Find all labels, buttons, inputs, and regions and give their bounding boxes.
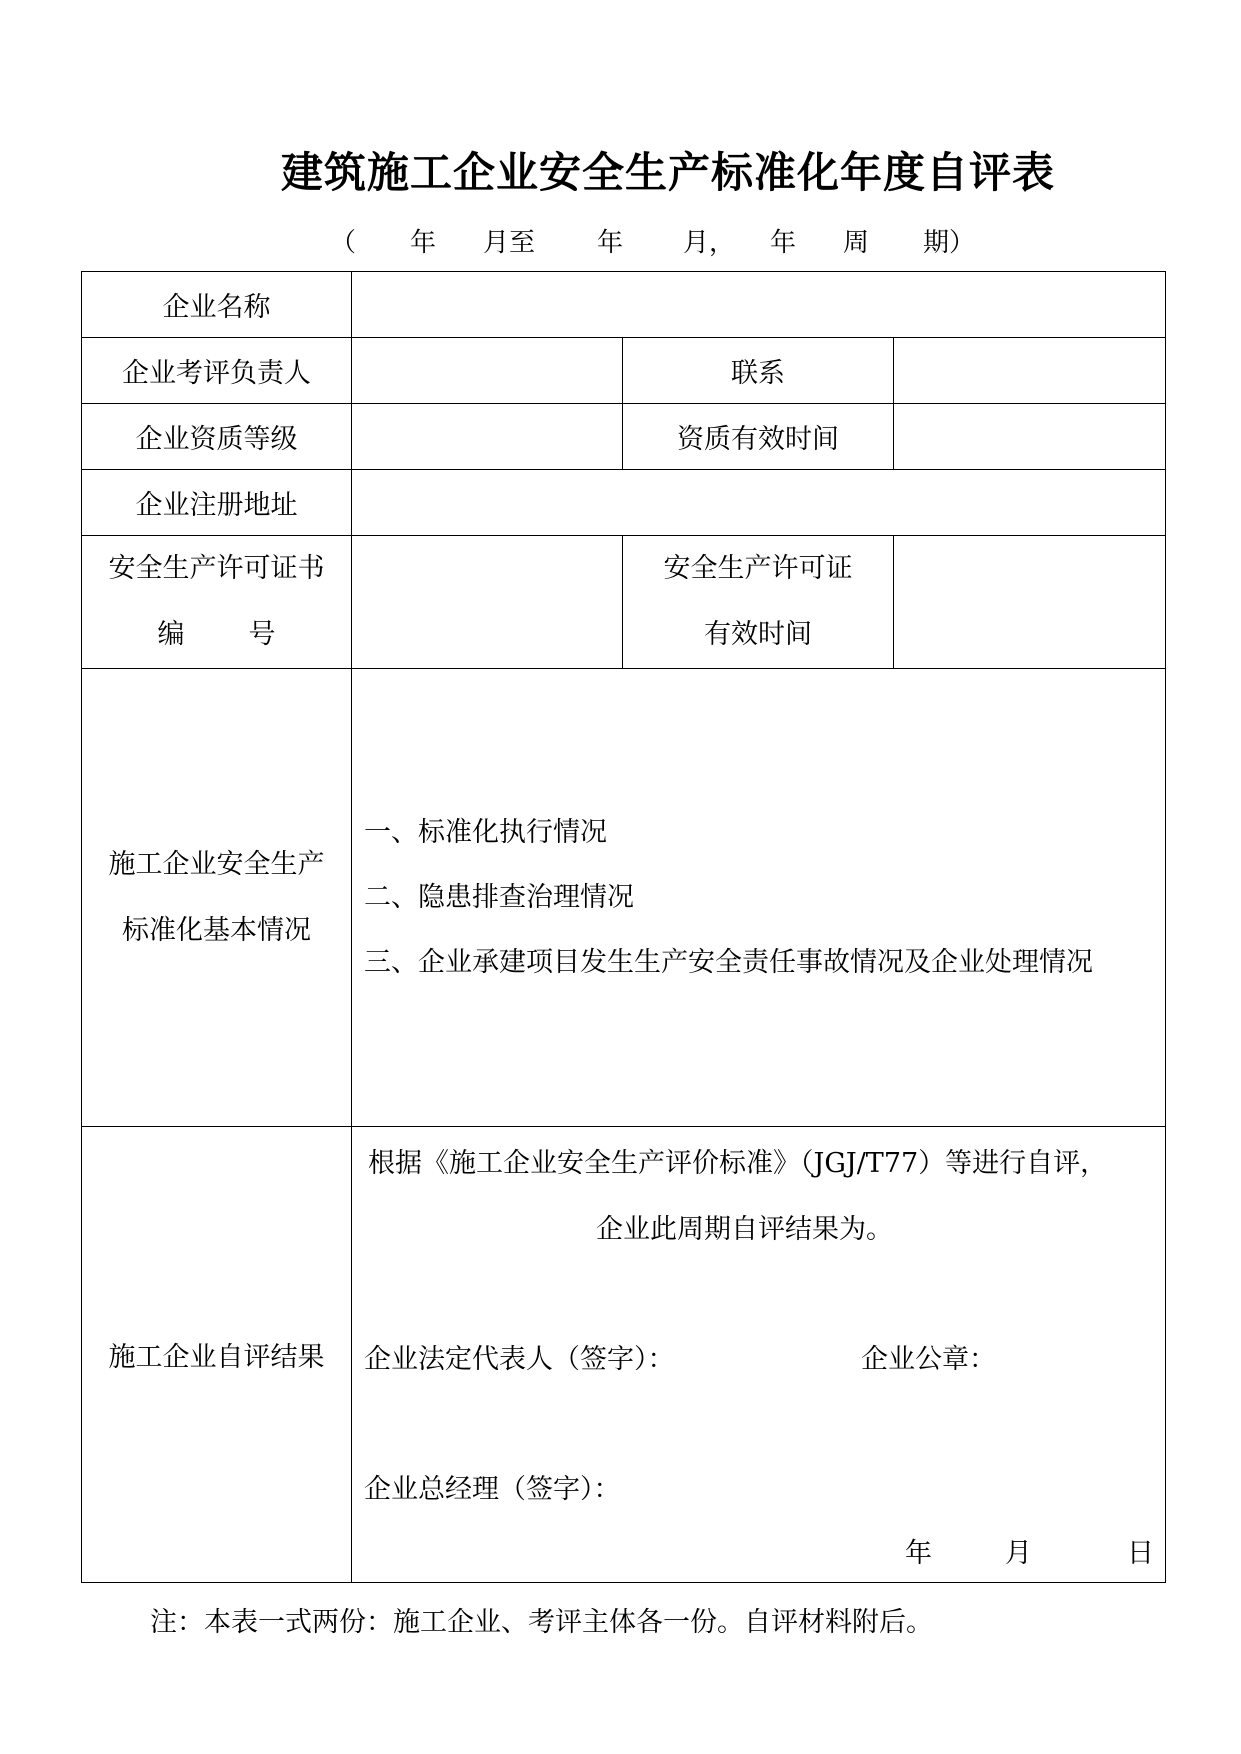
address-label: 企业注册地址 bbox=[82, 470, 352, 536]
period-open: （ bbox=[330, 228, 357, 258]
row-evaluator bbox=[82, 338, 1166, 404]
qualification-label: 企业资质等级 bbox=[82, 404, 352, 470]
evaluation-form-table bbox=[81, 271, 1166, 1583]
contact-label: 联系 bbox=[623, 338, 894, 404]
self-evaluation-content[interactable] bbox=[352, 1127, 1166, 1583]
license-valid-label-line1: 安全生产许可证 bbox=[663, 553, 853, 584]
row-basic-situation bbox=[82, 669, 1166, 1127]
period-qi: 期） bbox=[923, 228, 976, 258]
row-self-evaluation bbox=[82, 1127, 1166, 1583]
basic-situation-content[interactable] bbox=[352, 669, 1166, 1127]
general-manager-signature-label: 企业总经理（签字）： bbox=[364, 1474, 621, 1505]
period-year-2: 年 bbox=[597, 228, 624, 258]
period-month-to: 月至 bbox=[483, 228, 536, 258]
row-company-name bbox=[82, 272, 1166, 338]
basic-item-1: 一、标准化执行情况 bbox=[364, 817, 607, 848]
basic-situation-label-line2: 标准化基本情况 bbox=[122, 914, 311, 946]
address-field[interactable] bbox=[352, 470, 1166, 536]
row-address bbox=[82, 470, 1166, 536]
license-valid-field[interactable] bbox=[894, 536, 1166, 669]
license-no-label-line1: 安全生产许可证书 bbox=[108, 553, 325, 584]
period-year-1: 年 bbox=[410, 228, 437, 258]
row-license bbox=[82, 536, 1166, 669]
qualification-valid-field[interactable] bbox=[894, 404, 1166, 470]
result-conclusion-text: 企业此周期自评结果为。 bbox=[596, 1214, 893, 1245]
license-no-hao: 号 bbox=[248, 619, 276, 650]
result-basis-text: 根据《施工企业安全生产评价标准》（JGJ/T77）等进行自评， bbox=[368, 1148, 1108, 1179]
date-month-label: 月 bbox=[1005, 1538, 1032, 1569]
row-qualification bbox=[82, 404, 1166, 470]
footnote: 注：本表一式两份：施工企业、考评主体各一份。自评材料附后。 bbox=[150, 1607, 933, 1638]
qualification-valid-label: 资质有效时间 bbox=[623, 404, 894, 470]
company-seal-label: 企业公章： bbox=[861, 1344, 996, 1375]
company-name-field[interactable] bbox=[352, 272, 1166, 338]
date-day-label: 日 bbox=[1127, 1538, 1154, 1569]
self-evaluation-label: 施工企业自评结果 bbox=[82, 1127, 352, 1583]
license-no-field[interactable] bbox=[352, 536, 623, 669]
license-no-label bbox=[82, 536, 352, 669]
document-title: 建筑施工企业安全生产标准化年度自评表 bbox=[280, 148, 1055, 197]
company-name-label: 企业名称 bbox=[82, 272, 352, 338]
license-no-bian: 编 bbox=[157, 619, 185, 650]
date-year-label: 年 bbox=[905, 1538, 932, 1569]
contact-field[interactable] bbox=[894, 338, 1166, 404]
evaluator-label: 企业考评负责人 bbox=[82, 338, 352, 404]
basic-item-2: 二、隐患排查治理情况 bbox=[364, 882, 634, 913]
period-zhou: 周 bbox=[843, 228, 870, 258]
period-line bbox=[0, 222, 1241, 262]
basic-item-3: 三、企业承建项目发生生产安全责任事故情况及企业处理情况 bbox=[364, 947, 1093, 978]
basic-situation-label-line1: 施工企业安全生产 bbox=[108, 848, 325, 880]
qualification-field[interactable] bbox=[352, 404, 623, 470]
legal-rep-signature-label: 企业法定代表人（签字）： bbox=[364, 1344, 675, 1375]
license-valid-label-line2: 有效时间 bbox=[704, 619, 812, 650]
period-month-2: 月， bbox=[683, 228, 736, 258]
license-valid-label bbox=[623, 536, 894, 669]
period-year-3: 年 bbox=[770, 228, 797, 258]
basic-situation-label bbox=[82, 669, 352, 1127]
evaluator-field[interactable] bbox=[352, 338, 623, 404]
license-no-label-line2 bbox=[82, 602, 351, 668]
